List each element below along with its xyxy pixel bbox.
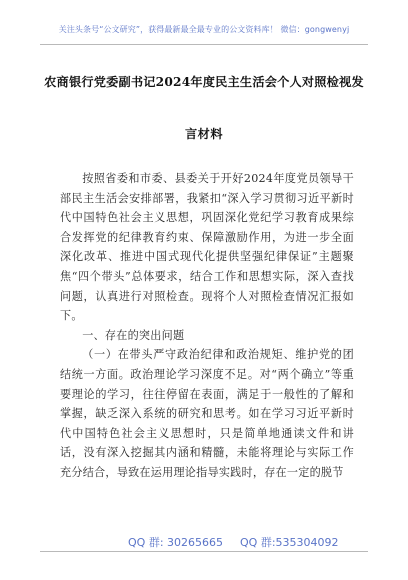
document-title: 农商银行党委副书记2024年度民主生活会个人对照检视发 (44, 75, 364, 89)
footer-divider (40, 551, 368, 552)
intro-paragraph: 按照省委和市委、县委关于开好2024年度党员领导干部民主生活会安排部署，我紧扣“深入学习贯彻习近平新时代中国特色社会主义思想，巩固深化党纪学习教育成果综合发挥党的纪律教育约束、保障激励作用，为进一步全面深化改革、推进中国式现代化提供坚强纪律保证”主题聚焦“四个带头”总体要求，结合工作和思想实际，深入查找问题，认真进行对照检查。现将个人对照检查情况汇报如下。 (60, 172, 354, 323)
header-divider (40, 44, 368, 45)
document-title-continued: 言材料 (184, 127, 224, 141)
section-paragraph: （一）在带头严守政治纪律和政治规矩、维护党的团结统一方面。政治理论学习深度不足。对“两个确立”等重要理论的学习，往往停留在表面，满足于一般性的了解和掌握，缺乏深入系统的研究和思考。如在学习习近平新时代中国特色社会主义思想时，只是简单地通读文件和讲话，没有深入挖掘其内涵和精髓，未能将理论与实际工作充分结合，导致在运用理论指导实践时，存在一定的脱节 (60, 348, 354, 479)
footer-qq-group-2: QQ 群:535304092 (240, 536, 339, 549)
header-banner: 关注头条号“公文研究”，获得最新最全最专业的公文资料库！ 微信：gongwenyj (58, 25, 350, 34)
footer-qq-group-1: QQ 群: 30265665 (128, 536, 224, 549)
document-body (60, 169, 354, 483)
section-heading: 一、存在的突出问题 (82, 328, 185, 342)
